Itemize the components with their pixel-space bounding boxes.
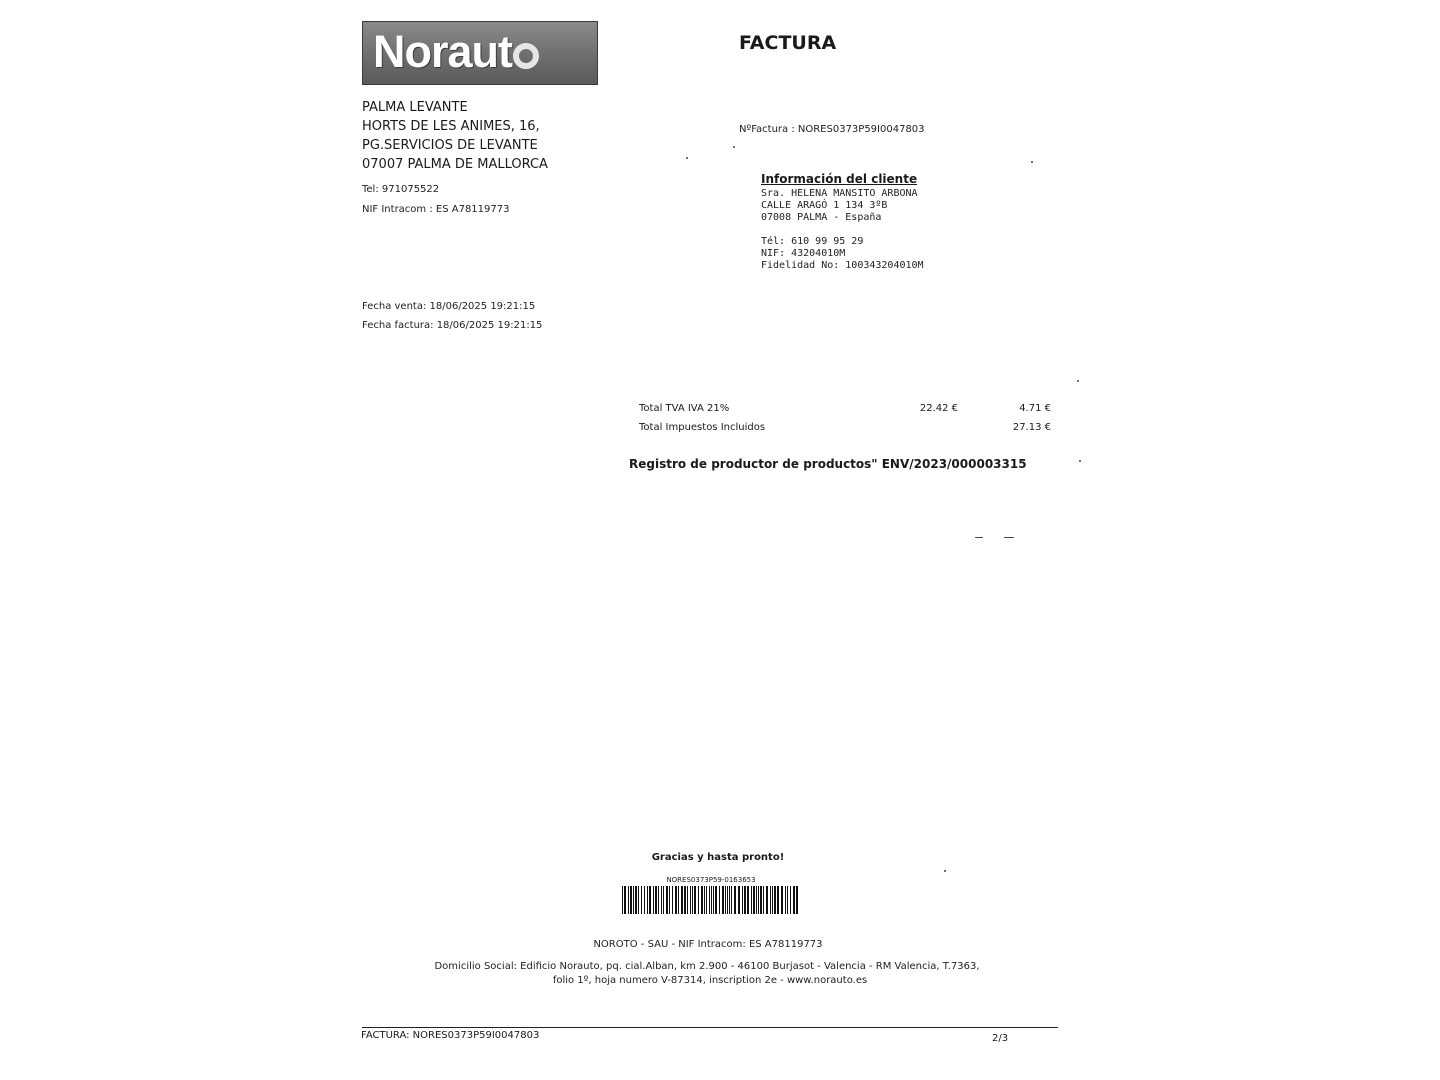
invoice-number: NºFactura : NORES0373P59I0047803	[739, 124, 925, 135]
store-nif: NIF Intracom : ES A78119773	[362, 204, 510, 215]
client-info-heading: Información del cliente	[761, 172, 918, 186]
scan-speck	[975, 537, 983, 538]
barcode-bar	[624, 886, 626, 914]
barcode-bar	[655, 886, 657, 914]
store-address-2: PG.SERVICIOS DE LEVANTE	[362, 138, 538, 153]
barcode-bar	[622, 886, 623, 914]
footer-invoice-ref: FACTURA: NORES0373P59I0047803	[361, 1030, 540, 1041]
client-nif: NIF: 43204010M	[761, 248, 846, 259]
barcode-bar	[753, 886, 755, 914]
total-vat-base: 22.42 €	[919, 403, 958, 414]
barcode-bar	[742, 886, 743, 914]
barcode-bar	[630, 886, 632, 914]
barcode-bar	[709, 886, 710, 914]
barcode-bar	[672, 886, 673, 914]
total-incl-label: Total Impuestos Incluidos	[639, 422, 766, 433]
barcode-bar	[701, 886, 703, 914]
barcode-bar	[719, 886, 720, 914]
scan-speck	[1077, 380, 1079, 382]
barcode-bar	[661, 886, 662, 914]
footer-rule	[362, 1027, 1058, 1028]
barcode-bar	[706, 886, 707, 914]
barcode-bar	[747, 886, 749, 914]
barcode-bar	[796, 886, 798, 914]
barcode-bar	[704, 886, 705, 914]
client-loyalty: Fidelidad No: 100343204010M	[761, 260, 924, 271]
total-vat-amount: 4.71 €	[1019, 403, 1051, 414]
scan-speck	[1004, 537, 1014, 538]
norauto-logo	[362, 21, 598, 85]
barcode-bar	[698, 886, 699, 914]
barcode-bar	[722, 886, 724, 914]
barcode-bar	[649, 886, 651, 914]
barcode-bar	[774, 886, 776, 914]
barcode-bar	[760, 886, 762, 914]
barcode-bar	[790, 886, 791, 914]
barcode-bar	[766, 886, 768, 914]
logo-wordmark: Noraut	[373, 26, 539, 78]
sale-date: Fecha venta: 18/06/2025 19:21:15	[362, 301, 536, 312]
barcode-bar	[731, 886, 732, 914]
barcode-number: NORES0373P59-0163653	[666, 876, 756, 884]
barcode-bar	[713, 886, 714, 914]
client-city: 07008 PALMA - España	[761, 212, 882, 223]
thanks-message: Gracias y hasta pronto!	[651, 852, 785, 863]
barcode-bar	[758, 886, 759, 914]
producer-registry: Registro de productor de productos" ENV/2023/000003315	[629, 457, 1027, 471]
barcode-bar	[738, 886, 740, 914]
barcode-bar	[781, 886, 783, 914]
barcode-bar	[628, 886, 629, 914]
scan-speck	[733, 146, 735, 148]
barcode-bar	[711, 886, 712, 914]
scan-speck	[944, 870, 946, 872]
barcode-bar	[666, 886, 668, 914]
barcode	[622, 886, 800, 914]
client-name: Sra. HELENA MANSITO ARBONA	[761, 188, 918, 199]
document-title: FACTURA	[739, 32, 837, 54]
barcode-bar	[751, 886, 752, 914]
store-address-1: HORTS DE LES ANIMES, 16,	[362, 119, 540, 134]
barcode-bar	[644, 886, 645, 914]
barcode-bar	[694, 886, 696, 914]
barcode-bar	[772, 886, 773, 914]
barcode-bar	[727, 886, 728, 914]
barcode-bar	[715, 886, 717, 914]
store-tel: Tel: 971075522	[362, 184, 440, 195]
barcode-bar	[725, 886, 726, 914]
barcode-bar	[692, 886, 693, 914]
barcode-bar	[641, 886, 642, 914]
barcode-bar	[638, 886, 639, 914]
store-city: 07007 PALMA DE MALLORCA	[362, 157, 548, 172]
barcode-bar	[785, 886, 786, 914]
barcode-bar	[734, 886, 736, 914]
barcode-bar	[687, 886, 688, 914]
barcode-bar	[658, 886, 659, 914]
store-name: PALMA LEVANTE	[362, 100, 468, 115]
barcode-bar	[684, 886, 686, 914]
invoice-date: Fecha factura: 18/06/2025 19:21:15	[362, 320, 543, 331]
page-number: 2/3	[992, 1033, 1009, 1044]
scan-speck	[1079, 460, 1081, 462]
barcode-bar	[756, 886, 757, 914]
barcode-bar	[729, 886, 730, 914]
company-footer-line-3: folio 1º, hoja numero V-87314, inscription 2e - www.norauto.es	[552, 975, 868, 986]
barcode-bar	[663, 886, 664, 914]
company-footer-line-2: Domicilio Social: Edificio Norauto, pq. cial.Alban, km 2.900 - 46100 Burjasot - Valencia - RM Valencia, T.7363,	[434, 961, 980, 972]
client-tel: Tél: 610 99 95 29	[761, 236, 864, 247]
scan-speck	[1031, 161, 1033, 163]
barcode-bar	[633, 886, 634, 914]
barcode-bar	[669, 886, 670, 914]
barcode-bar	[681, 886, 683, 914]
barcode-bar	[770, 886, 771, 914]
client-street: CALLE ARAGÓ 1 134 3ºB	[761, 200, 888, 211]
barcode-bar	[647, 886, 648, 914]
barcode-bar	[678, 886, 679, 914]
barcode-bar	[675, 886, 677, 914]
barcode-bar	[744, 886, 746, 914]
barcode-bar	[793, 886, 795, 914]
barcode-bar	[787, 886, 788, 914]
total-vat-label: Total TVA IVA 21%	[639, 403, 730, 414]
scan-speck	[686, 157, 688, 159]
barcode-bar	[635, 886, 637, 914]
barcode-bar	[763, 886, 764, 914]
barcode-bar	[653, 886, 654, 914]
barcode-bar	[777, 886, 779, 914]
company-footer-line-1: NOROTO - SAU - NIF Intracom: ES A78119773	[593, 939, 823, 950]
barcode-bar	[690, 886, 691, 914]
total-incl-amount: 27.13 €	[1012, 422, 1051, 433]
